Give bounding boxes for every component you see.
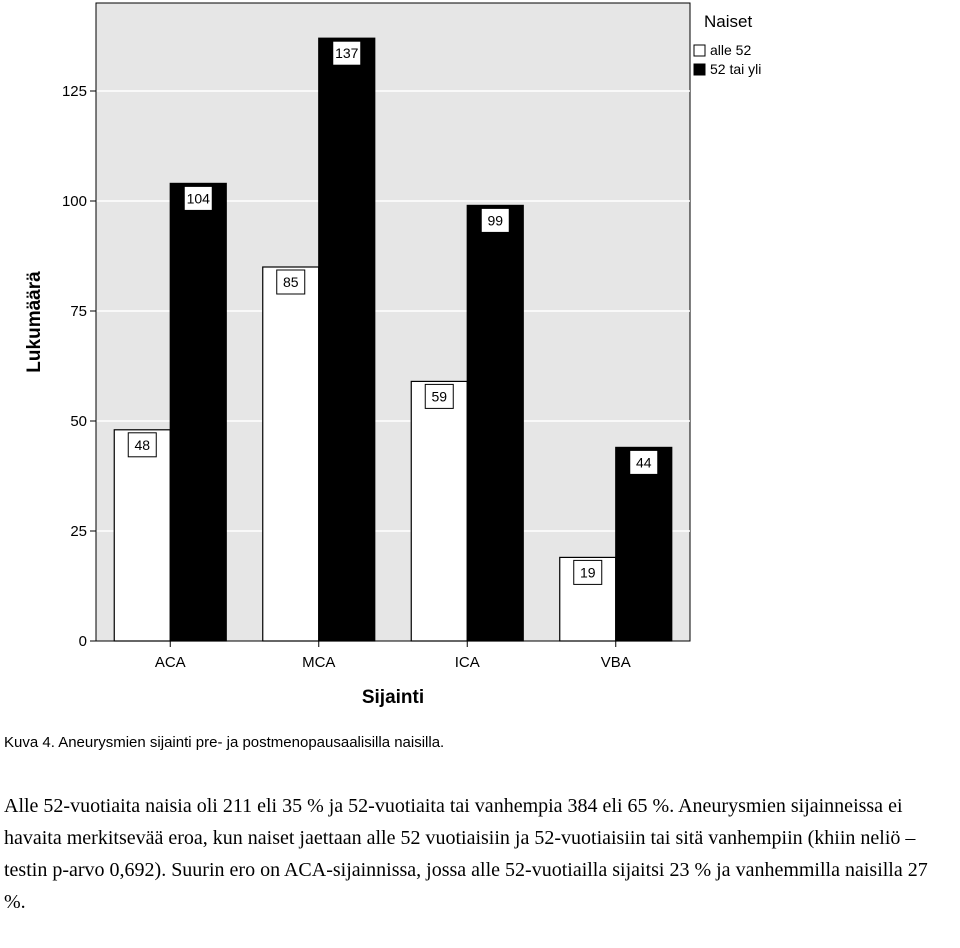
legend-title: Naiset (704, 12, 753, 31)
bar-52taiyli-aca (170, 183, 226, 641)
y-axis-title: Lukumäärä (24, 271, 45, 373)
x-tick-label: ACA (154, 654, 186, 671)
bar-52taiyli-ica (467, 205, 523, 641)
bar-alle52-mca (263, 267, 319, 641)
y-tick-label: 125 (61, 83, 87, 100)
data-label: 104 (186, 190, 210, 207)
figure-caption: Kuva 4. Aneurysmien sijainti pre- ja postmenopausaalisilla naisilla. (4, 734, 445, 751)
bar-52taiyli-vba (616, 447, 672, 641)
x-tick-label: MCA (302, 654, 336, 671)
bar-alle52-ica (411, 381, 467, 641)
data-label: 99 (487, 212, 504, 229)
x-tick-label: VBA (600, 654, 631, 671)
x-tick-label: ICA (454, 654, 480, 671)
bar-52taiyli-mca (319, 38, 375, 641)
data-label: 85 (282, 274, 299, 290)
y-tick-label: 50 (70, 413, 87, 430)
legend-label: 52 tai yli (710, 61, 762, 77)
data-label: 59 (431, 388, 448, 405)
legend-items (694, 42, 761, 77)
y-tick-label: 75 (70, 303, 87, 320)
y-tick-label: 0 (78, 633, 87, 650)
legend-swatch (694, 45, 705, 56)
legend (694, 12, 761, 77)
data-label: 48 (134, 436, 151, 453)
data-label: 19 (579, 564, 596, 581)
x-axis-title: Sijainti (361, 687, 425, 708)
data-label: 44 (635, 454, 652, 471)
body-paragraph: Alle 52-vuotiaita naisia oli 211 eli 35 % ja 52-vuotiaita tai vanhempia 384 eli 65 %. Aneurysmien sijainneissa ei havaita merkitsevää eroa, kun naiset jaettaan alle 52 vuotiaisiin ja 52-vuotiaisiin tai sitä vanhempiin (khiin neliö –testin p-arvo 0,692). Suurin ero on ACA-sijainnissa, jossa alle 52-vuotiailla sijaitsi 23 % ja vanhemmilla naisilla 27 %. (4, 795, 928, 913)
legend-label: alle 52 (710, 42, 752, 58)
legend-swatch (694, 64, 705, 75)
bar-alle52-aca (114, 430, 170, 641)
data-label: 137 (335, 45, 359, 62)
y-tick-label: 25 (70, 523, 87, 540)
y-tick-label: 100 (61, 193, 87, 210)
